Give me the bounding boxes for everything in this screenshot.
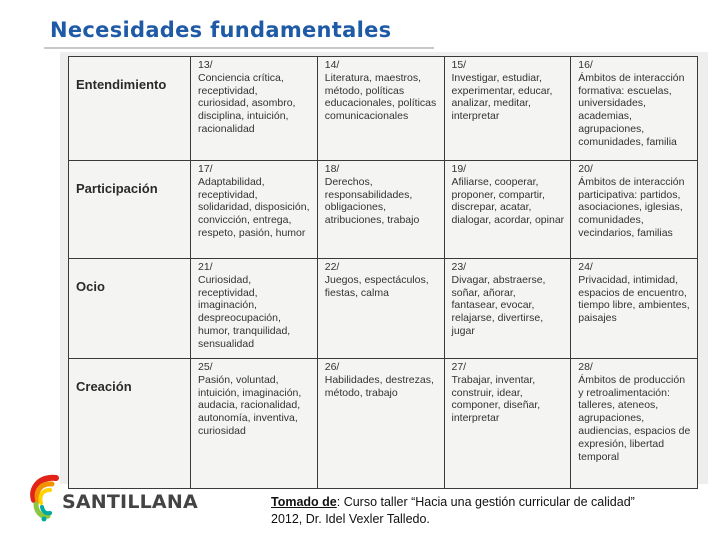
table-cell [571, 259, 698, 359]
cell-text: Privacidad, intimidad, espacios de encuentro, tiempo libre, ambientes, paisajes [578, 273, 690, 325]
row-header: Ocio [69, 259, 191, 359]
cell-number: 23/ [451, 261, 467, 273]
cell-text: Adaptabilidad, receptividad, solidaridad, disposición, convicción, entrega, respeto, pasión, humor [198, 175, 310, 239]
credit-line-1: : Curso taller “Hacia una gestión curricular de calidad” [336, 495, 635, 509]
cell-number: 21/ [198, 261, 213, 273]
table-row [69, 161, 698, 259]
cell-text: Trabajar, inventar, construir, idear, componer, diseñar, interpretar [451, 373, 541, 425]
table-cell [317, 259, 444, 359]
table-cell [191, 259, 318, 359]
table-cell [571, 161, 698, 259]
cell-number: 20/ [578, 163, 593, 175]
cell-text: Ámbitos de interacción participativa: partidos, asociaciones, iglesias, comunidades, vecindarios, familias [578, 175, 685, 239]
table-cell [317, 359, 444, 489]
table-cell [317, 57, 444, 161]
brand-name: SANTILLANA [62, 491, 198, 513]
cell-text: Derechos, responsabilidades, obligaciones, atribuciones, trabajo [324, 175, 420, 227]
cell-text: Juegos, espectáculos, fiestas, calma [324, 273, 429, 299]
cell-number: 24/ [578, 261, 593, 273]
needs-matrix-table [68, 56, 698, 489]
table-cell [317, 161, 444, 259]
cell-number: 18/ [324, 163, 340, 175]
title-divider [44, 47, 434, 49]
cell-text: Conciencia crítica, receptividad, curiosidad, asombro, disciplina, intuición, racionalidad [198, 71, 296, 135]
cell-text: Investigar, estudiar, experimentar, educar, analizar, meditar, interpretar [451, 71, 553, 123]
cell-number: 27/ [451, 361, 467, 373]
cell-number: 16/ [578, 59, 593, 71]
table-row [69, 359, 698, 489]
table-cell [571, 359, 698, 489]
table-row [69, 259, 698, 359]
cell-number: 25/ [198, 361, 213, 373]
cell-text: Ámbitos de producción y retroalimentación: talleres, ateneos, agrupaciones, audiencias, espacios de expresión, libertad temporal [578, 373, 691, 463]
cell-text: Habilidades, destrezas, método, trabajo [324, 373, 434, 399]
table-row [69, 57, 698, 161]
cell-number: 22/ [324, 261, 340, 273]
cell-number: 26/ [324, 361, 340, 373]
table-cell [191, 359, 318, 489]
cell-number: 14/ [324, 59, 340, 71]
page-title: Necesidades fundamentales [50, 18, 392, 42]
row-header: Entendimiento [69, 57, 191, 161]
table-cell [191, 57, 318, 161]
table-cell [444, 259, 571, 359]
table-cell [571, 57, 698, 161]
credit-line-2: 2012, Dr. Idel Vexler Talledo. [271, 512, 430, 526]
cell-text: Divagar, abstraerse, soñar, añorar, fantasear, evocar, relajarse, divertirse, jugar [451, 273, 546, 337]
source-credit [271, 494, 711, 528]
row-header: Creación [69, 359, 191, 489]
cell-number: 13/ [198, 59, 213, 71]
table-cell [444, 57, 571, 161]
cell-text: Pasión, voluntad, intuición, imaginación, audacia, racionalidad, autonomía, inventiva, curiosidad [198, 373, 302, 437]
cell-number: 17/ [198, 163, 213, 175]
cell-text: Literatura, maestros, método, políticas educacionales, políticas comunicacionales [324, 71, 437, 123]
row-header: Participación [69, 161, 191, 259]
cell-number: 15/ [451, 59, 467, 71]
cell-text: Curiosidad, receptividad, imaginación, despreocupación, humor, tranquilidad, sensualidad [198, 273, 291, 350]
table-cell [444, 161, 571, 259]
table-cell [444, 359, 571, 489]
cell-number: 19/ [451, 163, 467, 175]
cell-number: 28/ [578, 361, 593, 373]
cell-text: Ámbitos de interacción formativa: escuelas, universidades, academias, agrupaciones, comunidades, familia [578, 71, 685, 148]
cell-text: Afiliarse, cooperar, proponer, compartir, discrepar, acatar, dialogar, acordar, opinar [451, 175, 565, 227]
table-cell [191, 161, 318, 259]
credit-label: Tomado de [271, 495, 337, 509]
